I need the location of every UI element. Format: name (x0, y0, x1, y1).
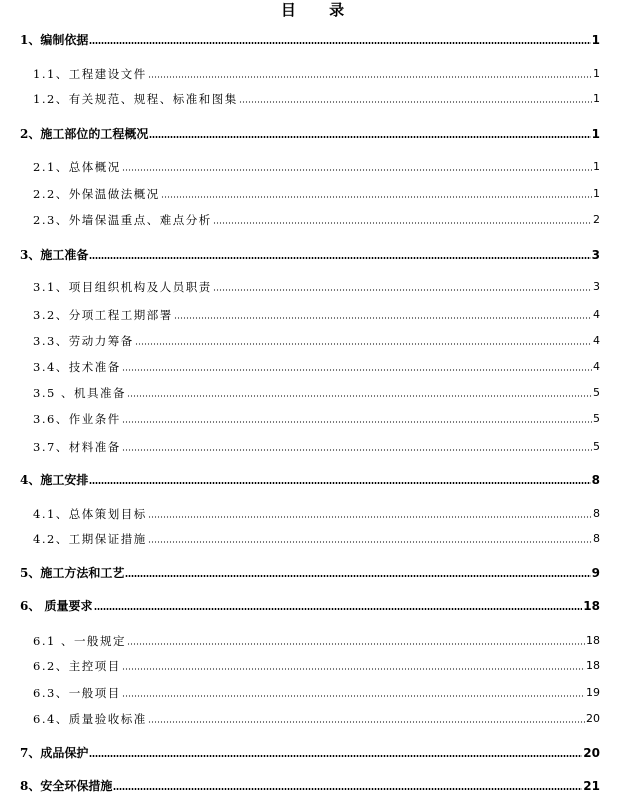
toc-section-entry[interactable] (33, 529, 600, 547)
dot-leader (89, 482, 590, 484)
toc-section-entry[interactable] (33, 89, 600, 107)
entry-title: 4.2、工期保证措施 (33, 532, 147, 546)
toc-section-entry[interactable] (33, 184, 600, 202)
page-number: 3 (591, 248, 600, 262)
page-number: 4 (593, 308, 600, 321)
toc-chapter-entry[interactable] (20, 30, 600, 48)
entry-title: 3.5 、机具准备 (33, 386, 126, 400)
entry-title: 5、施工方法和工艺 (20, 566, 125, 580)
dot-leader (213, 289, 592, 291)
toc-section-entry[interactable] (33, 64, 600, 82)
page-number: 8 (593, 507, 600, 520)
toc-section-entry[interactable] (33, 504, 600, 522)
toc-title: 目 录 (280, 1, 359, 19)
entry-title: 6、 质量要求 (20, 599, 93, 613)
toc-section-entry[interactable] (33, 331, 600, 349)
dot-leader (89, 42, 590, 44)
entry-title: 2.3、外墙保温重点、难点分析 (33, 213, 212, 227)
page-number: 1 (591, 127, 600, 141)
toc-section-entry[interactable] (33, 157, 600, 175)
entry-title: 1.1、工程建设文件 (33, 67, 147, 81)
entry-title: 2.2、外保温做法概况 (33, 187, 160, 201)
toc-chapter-entry[interactable] (20, 776, 600, 794)
page-number: 9 (591, 566, 600, 580)
entry-title: 3.6、作业条件 (33, 412, 121, 426)
page-number: 8 (593, 532, 600, 545)
dot-leader (122, 169, 592, 171)
dot-leader (122, 421, 592, 423)
page-number: 18 (586, 634, 600, 647)
page-number: 21 (583, 779, 600, 793)
toc-section-entry[interactable] (33, 383, 600, 401)
dot-leader (148, 541, 592, 543)
entry-title: 8、安全环保措施 (20, 779, 113, 793)
page-number: 5 (593, 440, 600, 453)
page-number: 20 (586, 712, 600, 725)
toc-section-entry[interactable] (33, 357, 600, 375)
toc-section-entry[interactable] (33, 437, 600, 455)
dot-leader (148, 516, 592, 518)
toc-chapter-entry[interactable] (20, 245, 600, 263)
page-number: 8 (591, 473, 600, 487)
dot-leader (122, 369, 592, 371)
dot-leader (213, 222, 592, 224)
dot-leader (122, 449, 592, 451)
entry-title: 1、编制依据 (20, 33, 89, 47)
toc-section-entry[interactable] (33, 210, 600, 228)
toc-section-entry[interactable] (33, 656, 600, 674)
dot-leader (122, 668, 585, 670)
dot-leader (149, 136, 590, 138)
toc-section-entry[interactable] (33, 409, 600, 427)
toc-chapter-entry[interactable] (20, 470, 600, 488)
toc-section-entry[interactable] (33, 631, 600, 649)
entry-title: 3.1、项目组织机构及人员职责 (33, 280, 212, 294)
toc-chapter-entry[interactable] (20, 124, 600, 142)
entry-title: 4.1、总体策划目标 (33, 507, 147, 521)
entry-title: 3.7、材料准备 (33, 440, 121, 454)
dot-leader (127, 643, 585, 645)
page-number: 4 (593, 334, 600, 347)
page-number: 1 (593, 67, 600, 80)
toc-chapter-entry[interactable] (20, 743, 600, 761)
entry-title: 1.2、有关规范、规程、标准和图集 (33, 92, 238, 106)
dot-leader (239, 101, 592, 103)
dot-leader (127, 395, 592, 397)
dot-leader (125, 575, 590, 577)
dot-leader (89, 257, 590, 259)
dot-leader (174, 317, 592, 319)
toc-chapter-entry[interactable] (20, 596, 600, 614)
entry-title: 7、成品保护 (20, 746, 89, 760)
dot-leader (135, 343, 592, 345)
entry-title: 6.4、质量验收标准 (33, 712, 147, 726)
page-number: 4 (593, 360, 600, 373)
page-number: 2 (593, 213, 600, 226)
entry-title: 6.3、一般项目 (33, 686, 121, 700)
entry-title: 3.4、技术准备 (33, 360, 121, 374)
page-number: 18 (586, 659, 600, 672)
entry-title: 4、施工安排 (20, 473, 89, 487)
dot-leader (148, 721, 585, 723)
entry-title: 2、施工部位的工程概况 (20, 127, 149, 141)
page-number: 18 (583, 599, 600, 613)
toc-section-entry[interactable] (33, 683, 600, 701)
dot-leader (161, 196, 592, 198)
entry-title: 2.1、总体概况 (33, 160, 121, 174)
entry-title: 6.2、主控项目 (33, 659, 121, 673)
dot-leader (89, 755, 582, 757)
dot-leader (94, 608, 583, 610)
toc-section-entry[interactable] (33, 277, 600, 295)
page-number: 3 (593, 280, 600, 293)
entry-title: 6.1 、一般规定 (33, 634, 126, 648)
page-number: 5 (593, 412, 600, 425)
entry-title: 3.2、分项工程工期部署 (33, 308, 173, 322)
entry-title: 3.3、劳动力筹备 (33, 334, 134, 348)
page-number: 19 (586, 686, 600, 699)
page-number: 1 (593, 187, 600, 200)
page-number: 20 (583, 746, 600, 760)
dot-leader (148, 76, 592, 78)
toc-section-entry[interactable] (33, 305, 600, 323)
dot-leader (113, 788, 582, 790)
page-number: 5 (593, 386, 600, 399)
entry-title: 3、施工准备 (20, 248, 89, 262)
toc-section-entry[interactable] (33, 709, 600, 727)
page-number: 1 (593, 160, 600, 173)
toc-chapter-entry[interactable] (20, 563, 600, 581)
page-number: 1 (591, 33, 600, 47)
page-number: 1 (593, 92, 600, 105)
dot-leader (122, 695, 585, 697)
